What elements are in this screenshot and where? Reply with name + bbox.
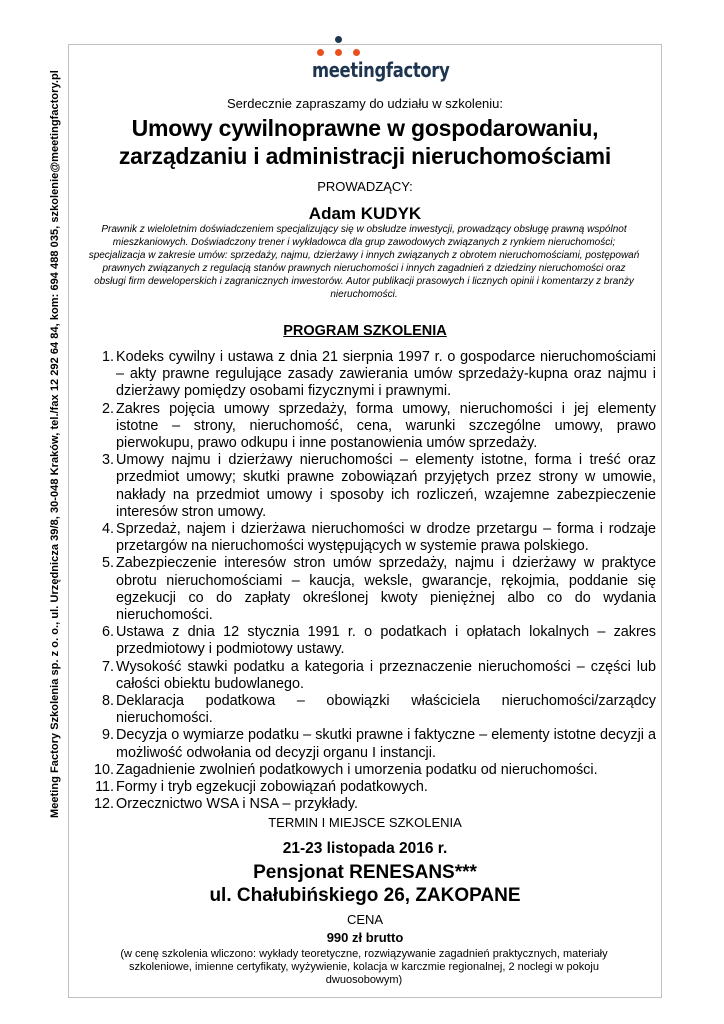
program-item [86, 555, 656, 624]
program-item [86, 624, 656, 658]
invitation-text: Serdecznie zapraszamy do udziału w szkoleniu: [226, 96, 504, 111]
training-title-line: zarządzaniu i administracji nieruchomościami [118, 143, 612, 169]
program-item [86, 796, 656, 813]
program-item-text: Orzecznictwo WSA i NSA – przykłady. [116, 796, 359, 813]
program-item-number: 10. [93, 761, 114, 778]
program-item-text: Formy i tryb egzekucji zobowiązań podatkowych. [116, 779, 428, 796]
price-heading: CENA [346, 912, 384, 927]
logo-dot-icon [353, 49, 360, 56]
company-contact-sidebar: Meeting Factory Szkolenia sp. z o. o., ul. Urzędnicza 39/8, 30-048 Kraków, tel./fax 12 292 64 84, kom: 694 488 035, szkolenie@meetingfactory.pl [49, 70, 61, 818]
program-item [86, 452, 656, 521]
program-item-text: Ustawa z dnia 12 stycznia 1991 r. o podatkach i opłatach lokalnych – zakres przedmiotowy i podmiotowy ustawy. [116, 624, 656, 658]
venue-address: ul. Chałubińskiego 26, ZAKOPANE [209, 885, 521, 906]
program-item-text: Zagadnienie zwolnień podatkowych i umorzenia podatku od nieruchomości. [116, 761, 598, 778]
program-item-text: Umowy najmu i dzierżawy nieruchomości – elementy istotne, forma i treść oraz przedmiot umowy; skutki prawne zobowiązań przyjętych przez strony w umowie, nakłady na przedmiot umowy i sposoby ich rozliczeń, wzajemne zabezpieczenie interesów stron umowy. [116, 452, 656, 520]
training-title-line: Umowy cywilnoprawne w gospodarowaniu, [131, 115, 599, 141]
logo-dot-icon [335, 49, 342, 56]
trainer-bio: Prawnik z wieloletnim doświadczeniem specjalizujący się w obsłudze inwestycji, prowadzący obsługę prawną wspólnot mieszkaniowych. Doświadczony trener i wykładowca dla grup zawodowych związanych z rynkiem nieruchomości; specjalizacja w zakresie umów: sprzedaży, najmu, dzierżawy i innych związanych z obrotem nieruchomościami, postępowań prawnych związanych z regulacją stanów prawnych nieruchomości i innych zagadnień z dziedziny nieruchomości oraz obsługi firm deweloperskich i zagranicznych inwestorów. Autor publikacji prasowych i licznych opinii i komentarzy z branży nieruchomości. [88, 224, 640, 300]
training-venue [80, 861, 650, 907]
program-item-number: 12. [93, 796, 114, 813]
program-item [86, 349, 656, 401]
program-item-number: 8. [101, 693, 114, 710]
logo-dot-icon [317, 49, 324, 56]
program-item-text: Zakres pojęcia umowy sprzedaży, forma umowy, nieruchomości i jej elementy istotne – strony, nieruchomość, cena, warunki szczególne umowy, prawo pierwokupu, prawo odkupu i inne postanowienia umów sprzedaży. [116, 400, 656, 452]
trainer-name: Adam KUDYK [308, 204, 422, 223]
program-item [86, 401, 656, 453]
program-heading: PROGRAM SZKOLENIA [283, 323, 447, 339]
training-date: 21-23 listopada 2016 r. [282, 840, 448, 857]
program-item-text: Wysokość stawki podatku a kategoria i przeznaczenie nieruchomości – części lub całości obiektu budowlanego. [116, 658, 656, 692]
company-logo [296, 36, 450, 90]
program-item-text: Kodeks cywilny i ustawa z dnia 21 sierpnia 1997 r. o gospodarce nieruchomościami – akty prawne regulujące zasady zawierania umów sprzedaży-kupna oraz najmu i dzierżawy pomiędzy osobami fizycznymi i prawnymi. [116, 349, 656, 400]
trainer-label: PROWADZĄCY: [317, 179, 413, 194]
program-item-number: 11. [95, 779, 114, 796]
program-item-text: Sprzedaż, najem i dzierżawa nieruchomości w drodze przetargu – forma i rodzaje przetargów na nieruchomości występujących w systemie prawa polskiego. [116, 521, 656, 555]
program-item-number: 2. [101, 400, 114, 417]
logo-wordmark: meetingfactory [312, 58, 450, 82]
program-item-number: 3. [101, 452, 114, 469]
program-item [86, 779, 656, 796]
training-title [80, 114, 650, 170]
program-item-number: 1. [101, 349, 114, 365]
program-item-number: 6. [101, 624, 114, 641]
program-item-text: Zabezpieczenie interesów stron umów sprzedaży, najmu i dzierżawy w praktyce obrotu nieruchomościami – kaucja, weksle, gwarancje, rękojmia, poddanie się egzekucji co do zapłaty określonej kwoty pieniężnej albo co do wydania nieruchomości. [116, 555, 656, 624]
price-note: (w cenę szkolenia wliczono: wykłady teoretyczne, rozwiązywanie zagadnień praktycznych, materiały szkoleniowe, imienne certyfikaty, wyżywienie, kolacja w karczmie regionalnej, 2 noclegi w pokoju dwuosobowym) [120, 948, 608, 986]
program-item-text: Deklaracja podatkowa – obowiązki właściciela nieruchomości/zarządcy nieruchomości. [116, 693, 656, 727]
program-item-text: Decyzja o wymiarze podatku – skutki prawne i faktyczne – elementy istotne decyzji a możliwość odwołania od decyzji organu I instancji. [116, 727, 656, 761]
program-item [86, 521, 656, 555]
program-list [86, 349, 656, 813]
program-item-number: 7. [101, 658, 114, 675]
program-item-number: 9. [101, 727, 114, 744]
price-value: 990 zł brutto [326, 930, 404, 945]
program-item-number: 4. [101, 521, 114, 538]
program-item [86, 762, 656, 779]
program-item [86, 693, 656, 727]
venue-name: Pensjonat RENESANS*** [253, 862, 477, 883]
schedule-heading: TERMIN I MIEJSCE SZKOLENIA [268, 815, 462, 830]
logo-dot-icon [335, 36, 342, 43]
program-item [86, 659, 656, 693]
program-item [86, 727, 656, 761]
program-item-number: 5. [101, 555, 114, 572]
